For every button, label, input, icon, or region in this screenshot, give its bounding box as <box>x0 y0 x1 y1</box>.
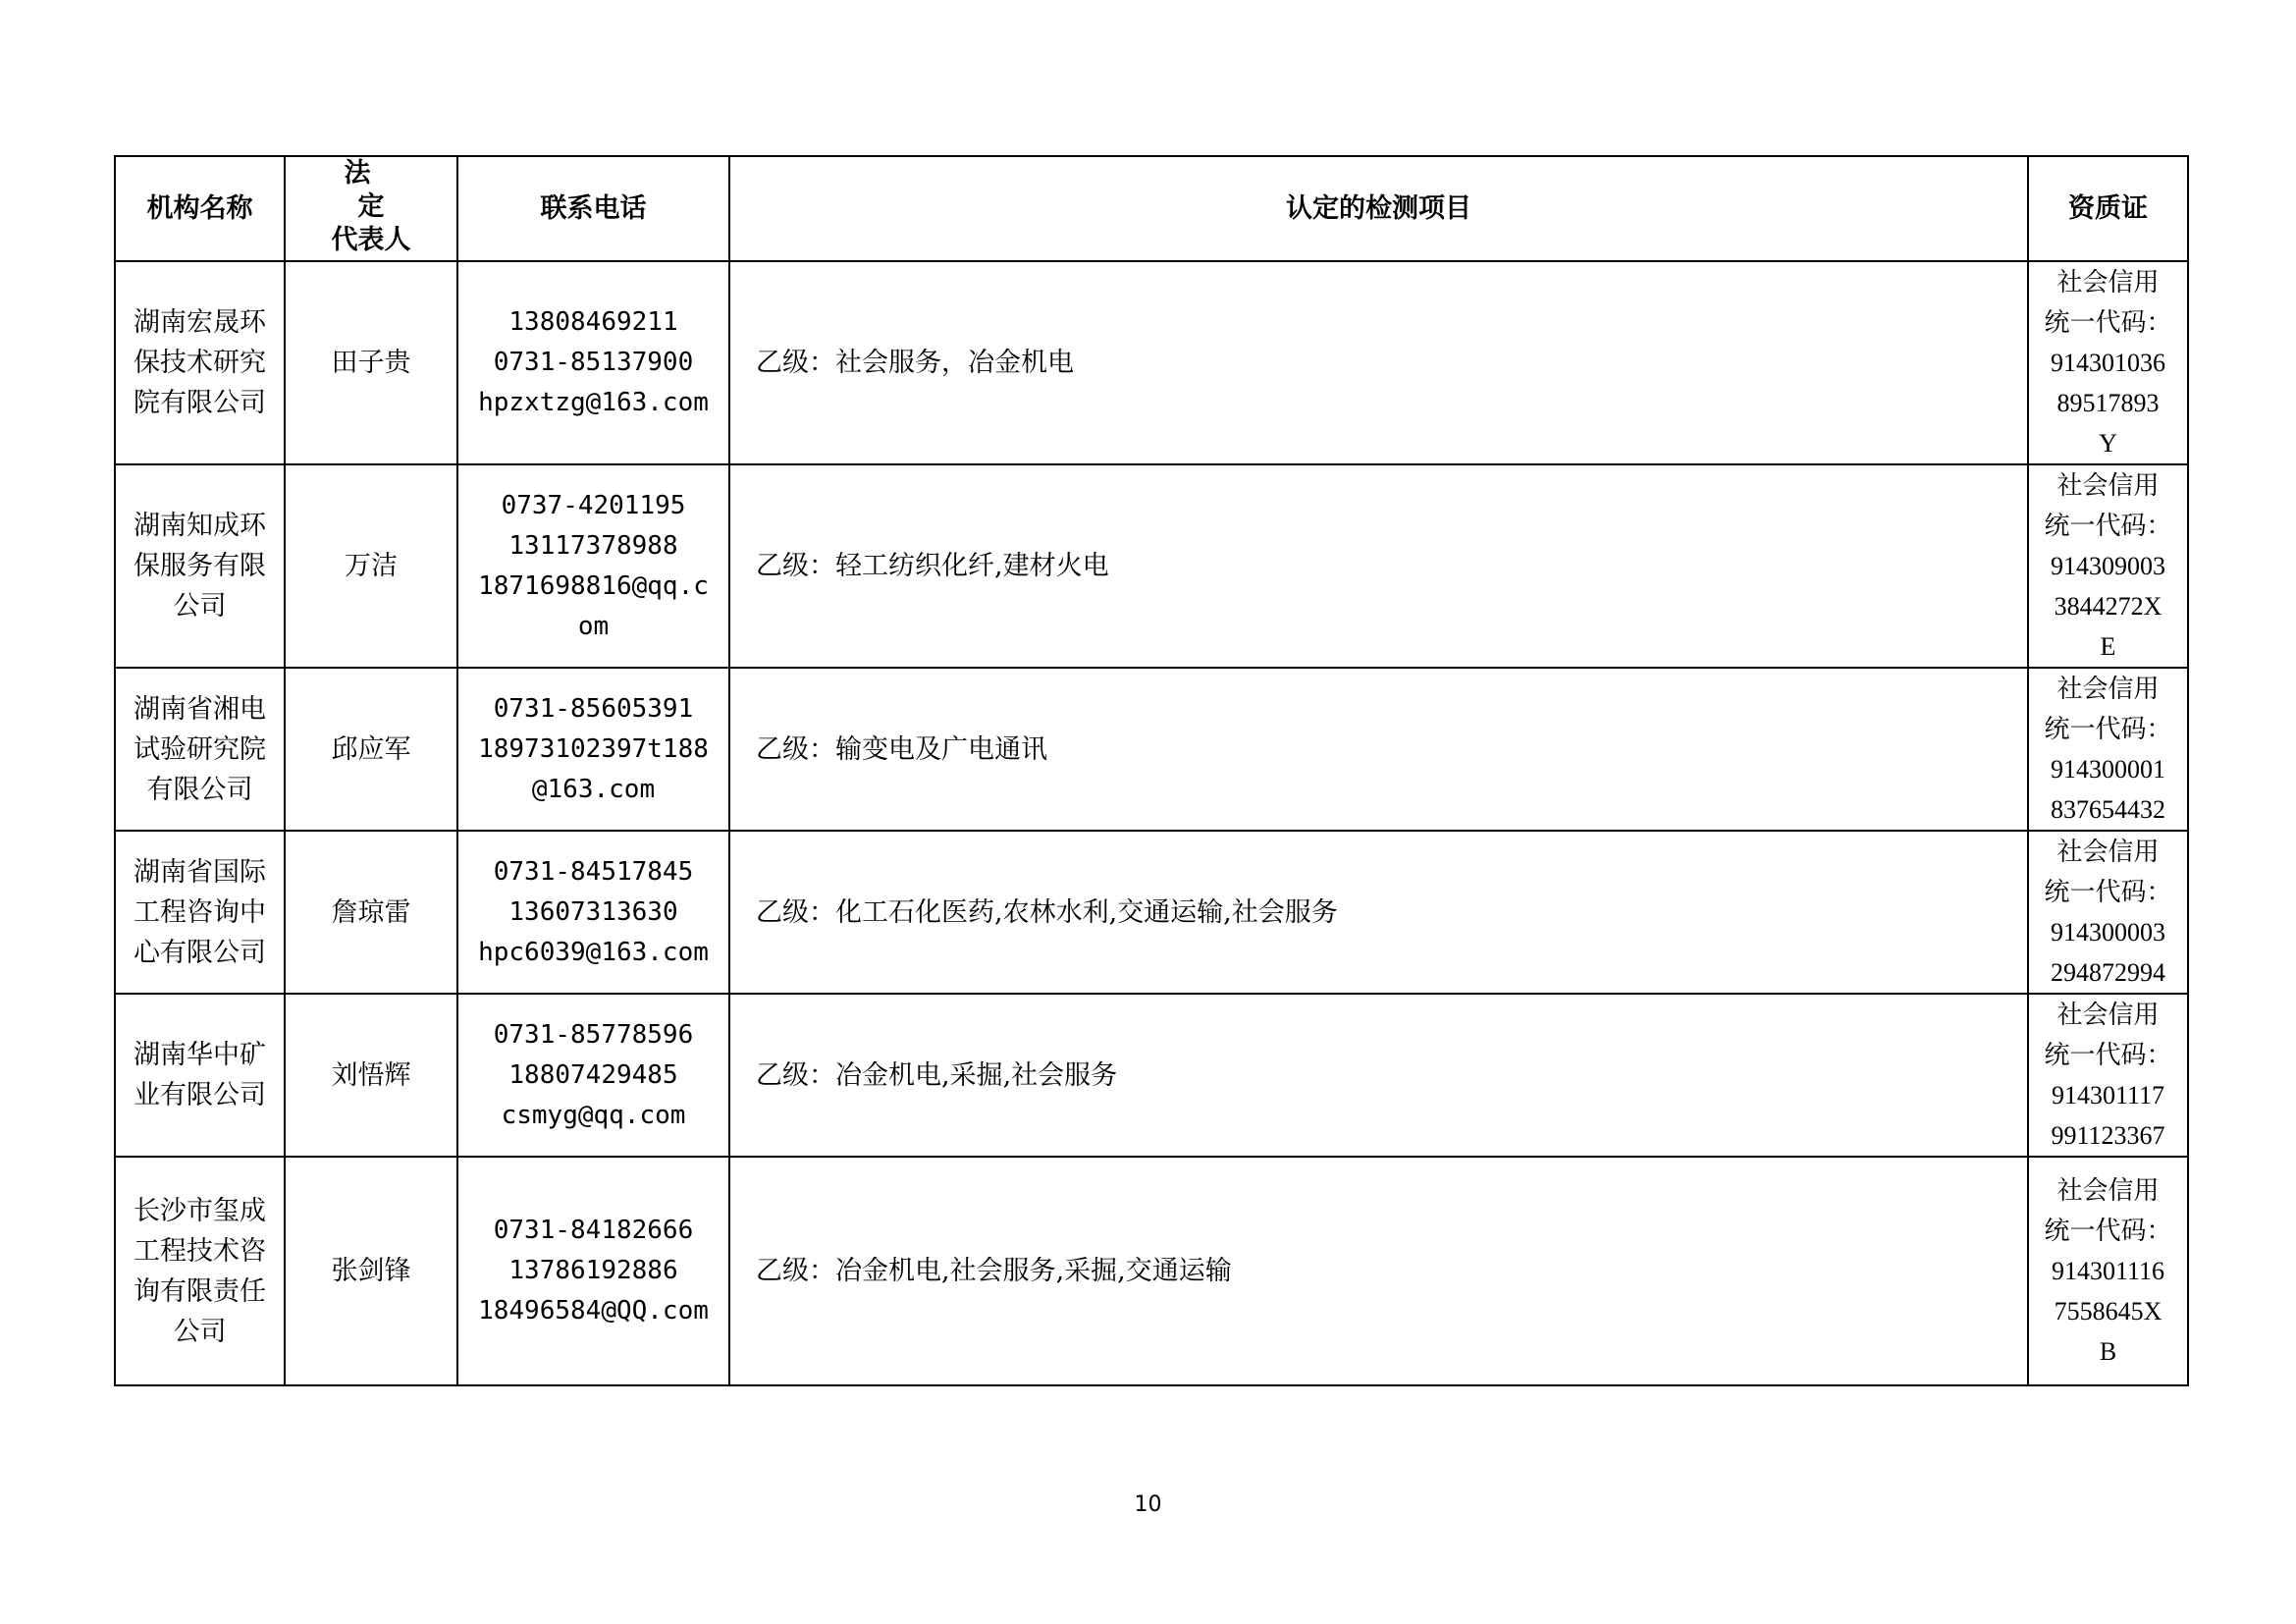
license-line: 社会信用 <box>2056 268 2160 297</box>
contact-cell <box>457 994 729 1157</box>
license-cell <box>2028 1157 2188 1385</box>
contact-line: 13808469211 <box>508 307 678 337</box>
license-line: 统一代码： <box>2044 308 2172 337</box>
org-name-cell: 湖南省湘电试验研究院有限公司 <box>115 668 285 831</box>
license-line: 294872994 <box>2051 958 2165 987</box>
legal-rep-cell: 刘悟辉 <box>285 994 457 1157</box>
contact-line: 0731-85605391 <box>493 693 694 724</box>
license-line: 89517893 <box>2056 389 2160 417</box>
certified-items-cell: 乙级：轻工纺织化纤,建材火电 <box>729 464 2028 668</box>
contact-line: hpc6039@163.com <box>478 937 709 967</box>
license-cell <box>2028 464 2188 668</box>
license-line: 7558645X <box>2054 1297 2163 1326</box>
legal-rep-cell: 邱应军 <box>285 668 457 831</box>
license-line: 社会信用 <box>2056 1001 2160 1029</box>
license-line: 统一代码： <box>2044 715 2172 743</box>
license-line: 914301117 <box>2051 1081 2165 1110</box>
license-cell <box>2028 831 2188 994</box>
contact-line: 18973102397t188 <box>478 733 709 764</box>
contact-line: 1871698816@qq.c <box>478 570 709 601</box>
certified-items-cell: 乙级：社会服务，冶金机电 <box>729 261 2028 464</box>
header-org-name: 机构名称 <box>115 156 285 261</box>
license-line: 社会信用 <box>2056 1176 2160 1205</box>
license-line: 3844272X <box>2054 592 2163 621</box>
legal-rep-cell: 詹琼雷 <box>285 831 457 994</box>
license-line: 社会信用 <box>2056 675 2160 703</box>
header-certified-items: 认定的检测项目 <box>729 156 2028 261</box>
license-line: 统一代码： <box>2044 1217 2172 1245</box>
certified-items-cell: 乙级：输变电及广电通讯 <box>729 668 2028 831</box>
license-line: 914301036 <box>2051 349 2165 377</box>
table-header-row <box>115 156 2188 261</box>
org-name-cell: 湖南宏晟环保技术研究院有限公司 <box>115 261 285 464</box>
table-row <box>115 464 2188 668</box>
license-line: 837654432 <box>2051 795 2165 824</box>
contact-line: csmyg@qq.com <box>501 1100 686 1130</box>
certified-items-cell: 乙级：化工石化医药,农林水利,交通运输,社会服务 <box>729 831 2028 994</box>
license-line: 统一代码： <box>2044 512 2172 540</box>
contact-cell <box>457 464 729 668</box>
table-row <box>115 261 2188 464</box>
license-line: 914300001 <box>2051 755 2165 784</box>
license-line: B <box>2099 1337 2117 1366</box>
contact-line: 18807429485 <box>508 1059 678 1090</box>
org-name-cell: 湖南省国际工程咨询中心有限公司 <box>115 831 285 994</box>
certified-items-cell: 乙级：冶金机电,社会服务,采掘,交通运输 <box>729 1157 2028 1385</box>
contact-cell <box>457 831 729 994</box>
license-line: 统一代码： <box>2044 1041 2172 1069</box>
legal-rep-cell: 万洁 <box>285 464 457 668</box>
table-row <box>115 1157 2188 1385</box>
contact-line: 0731-85778596 <box>493 1019 694 1050</box>
contact-line: 0731-84517845 <box>493 856 694 887</box>
contact-line: 13607313630 <box>508 896 678 927</box>
contact-line: 13117378988 <box>508 530 678 561</box>
license-line: Y <box>2099 429 2117 458</box>
table-row <box>115 831 2188 994</box>
license-line: 统一代码： <box>2044 878 2172 906</box>
contact-cell <box>457 668 729 831</box>
legal-rep-cell: 张剑锋 <box>285 1157 457 1385</box>
header-phone: 联系电话 <box>457 156 729 261</box>
contact-line: hpzxtzg@163.com <box>478 388 709 417</box>
license-line: 社会信用 <box>2056 471 2160 500</box>
table-row <box>115 668 2188 831</box>
contact-line: 0737-4201195 <box>501 490 686 520</box>
license-line: 914300003 <box>2051 918 2165 947</box>
table-row <box>115 994 2188 1157</box>
license-line: 991123367 <box>2051 1121 2165 1150</box>
qualification-table <box>114 155 2189 1386</box>
contact-line: 18496584@QQ.com <box>478 1296 709 1326</box>
contact-line: 13786192886 <box>508 1256 678 1285</box>
contact-line: 0731-84182666 <box>493 1216 694 1245</box>
certified-items-cell: 乙级：冶金机电,采掘,社会服务 <box>729 994 2028 1157</box>
contact-line: @163.com <box>531 774 656 804</box>
license-line: 914309003 <box>2051 552 2165 580</box>
license-line: 914301116 <box>2051 1257 2165 1285</box>
legal-rep-cell: 田子贵 <box>285 261 457 464</box>
org-name-cell: 长沙市玺成工程技术咨询有限责任公司 <box>115 1157 285 1385</box>
license-line: E <box>2100 632 2116 661</box>
page-number: 10 <box>1134 1492 1162 1517</box>
org-name-cell: 湖南华中矿业有限公司 <box>115 994 285 1157</box>
contact-cell <box>457 261 729 464</box>
header-rep-line2: 代表人 <box>331 225 411 255</box>
license-cell <box>2028 261 2188 464</box>
contact-cell <box>457 1157 729 1385</box>
license-cell <box>2028 668 2188 831</box>
license-cell <box>2028 994 2188 1157</box>
header-license: 资质证 <box>2028 156 2188 261</box>
org-name-cell: 湖南知成环保服务有限公司 <box>115 464 285 668</box>
header-legal-representative <box>285 156 457 261</box>
contact-line: 0731-85137900 <box>493 348 694 377</box>
contact-line: om <box>577 611 610 641</box>
header-rep-line1: 法定 <box>344 158 412 222</box>
license-line: 社会信用 <box>2056 838 2160 866</box>
